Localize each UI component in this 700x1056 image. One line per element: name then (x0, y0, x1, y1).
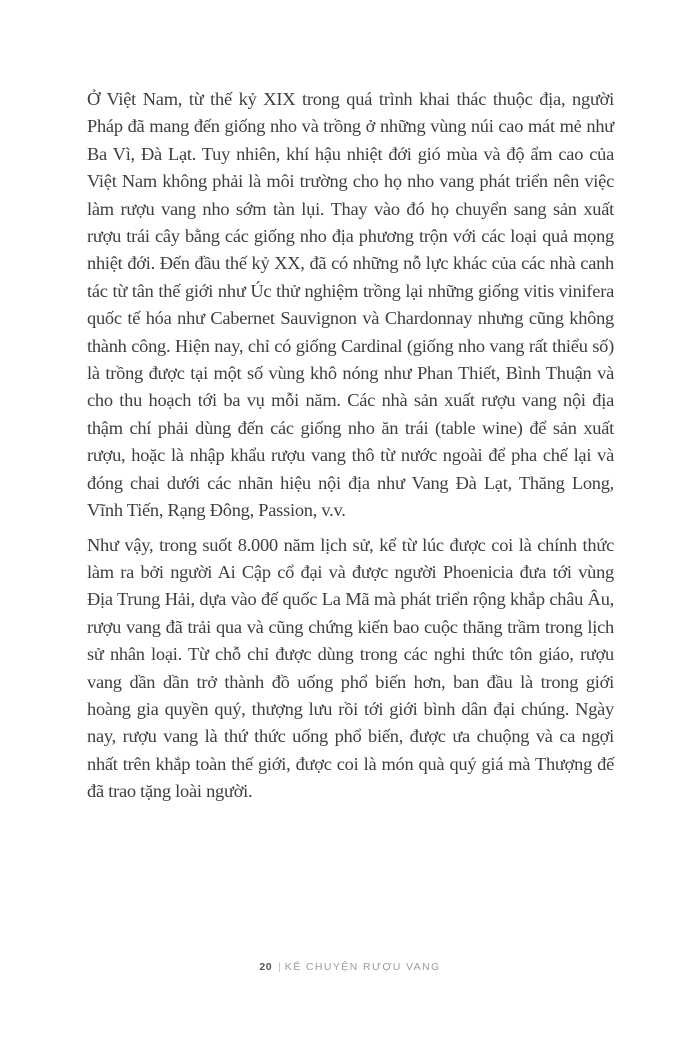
paragraph: Như vậy, trong suốt 8.000 năm lịch sử, kể từ lúc được coi là chính thức làm ra bởi người Ai Cập cổ đại và được người Phoenicia đưa tới vùng Địa Trung Hải, dựa vào đế quốc La Mã mà phát triển rộng khắp châu Âu, rượu vang đã trải qua và cũng chứng kiến bao cuộc thăng trầm trong lịch sử nhân loại. Từ chỗ chỉ được dùng trong các nghi thức tôn giáo, rượu vang dần dần trở thành đồ uống phổ biến hơn, ban đầu là trong giới hoàng gia quyền quý, thượng lưu rồi tới giới bình dân đại chúng. Ngày nay, rượu vang là thứ thức uống phổ biến, được ưa chuộng và ca ngợi nhất trên khắp toàn thế giới, được coi là món quà quý giá mà Thượng đế đã trao tặng loài người. (87, 534, 614, 802)
page-footer (0, 961, 700, 973)
running-title: KỂ CHUYỆN RƯỢU VANG (284, 961, 441, 973)
footer-separator: | (278, 961, 281, 973)
page-number: 20 (259, 961, 273, 973)
body-text (87, 86, 614, 813)
paragraph: Ở Việt Nam, từ thế kỷ XIX trong quá trình khai thác thuộc địa, người Pháp đã mang đến giống nho và trồng ở những vùng núi cao mát mẻ như Ba Vì, Đà Lạt. Tuy nhiên, khí hậu nhiệt đới gió mùa và độ ẩm cao của Việt Nam không phải là môi trường cho họ nho vang phát triển nên việc làm rượu vang nho sớm tàn lụi. Thay vào đó họ chuyển sang sản xuất rượu trái cây bằng các giống nho địa phương trộn với các loại quả mọng nhiệt đới. Đến đầu thế kỷ XX, đã có những nỗ lực khác của các nhà canh tác từ tân thế giới như Úc thử nghiệm trồng lại những giống vitis vinifera quốc tế hóa như Cabernet Sauvignon và Chardonnay nhưng cũng không thành công. Hiện nay, chỉ có giống Cardinal (giống nho vang rất thiểu số) là trồng được tại một số vùng khô nóng như Phan Thiết, Bình Thuận và cho thu hoạch tới ba vụ mỗi năm. Các nhà sản xuất rượu vang nội địa thậm chí phải dùng đến các giống nho ăn trái (table wine) để sản xuất rượu, hoặc là nhập khẩu rượu vang thô từ nước ngoài để pha chế lại và đóng chai dưới các nhãn hiệu nội địa như Vang Đà Lạt, Thăng Long, Vĩnh Tiến, Rạng Đông, Passion, v.v. (87, 89, 614, 521)
